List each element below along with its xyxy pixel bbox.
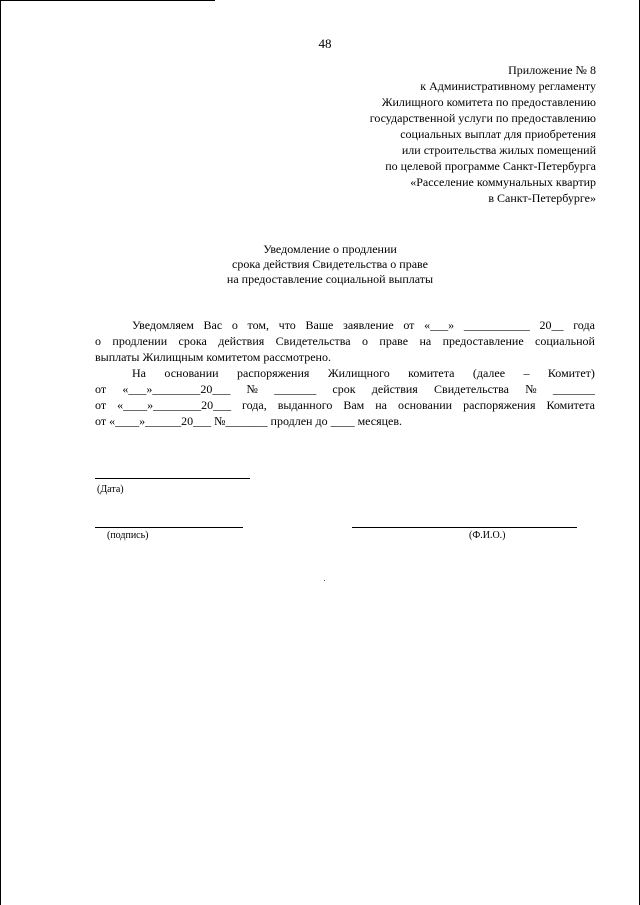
body-word: от <box>95 382 107 396</box>
body-word: от <box>95 398 107 412</box>
body-line <box>95 333 595 349</box>
body-word: действия <box>218 334 265 348</box>
body-word: Вам <box>343 398 365 412</box>
notice-body <box>95 317 595 429</box>
body-word: продлении <box>112 334 168 348</box>
body-word: ___________ <box>463 318 530 332</box>
body-word: о <box>362 334 369 348</box>
signature-label: (подпись) <box>107 530 149 541</box>
body-line <box>95 317 595 333</box>
top-edge-rule <box>0 0 215 1</box>
body-word: о <box>231 318 238 332</box>
body-word: продлен до ____ месяцев. <box>270 414 403 428</box>
fio-label: (Ф.И.О.) <box>469 530 506 541</box>
body-word: № <box>525 382 537 396</box>
body-line <box>95 397 595 413</box>
appendix-line: к Административному регламенту <box>420 79 596 93</box>
body-word: Комитета <box>546 398 595 412</box>
body-word: «____»______20___ <box>109 414 212 428</box>
body-word: срок <box>332 382 356 396</box>
body-word: Вас <box>203 318 223 332</box>
appendix-header <box>296 62 596 206</box>
body-word: комитета <box>408 366 455 380</box>
body-line <box>95 381 595 397</box>
document-title <box>120 242 540 287</box>
page-number: 48 <box>318 36 332 51</box>
body-word: «___» <box>424 318 455 332</box>
body-word: Уведомляем <box>132 318 194 332</box>
body-line <box>95 413 595 429</box>
date-line <box>95 478 250 479</box>
appendix-line: по целевой программе Санкт-Петербурга <box>385 159 596 173</box>
left-page-edge <box>0 0 1 905</box>
appendix-line: социальных выплат для приобретения <box>400 127 596 141</box>
body-word: заявление <box>343 318 394 332</box>
body-word: года <box>573 318 595 332</box>
body-word: основании <box>397 398 453 412</box>
body-word: от <box>95 414 107 428</box>
body-word: от <box>403 318 415 332</box>
title-line: Уведомление о продлении <box>263 242 397 256</box>
body-word: – <box>523 366 530 380</box>
body-word: действия <box>371 382 418 396</box>
body-word: распоряжения <box>463 398 536 412</box>
body-word: Ваше <box>305 318 334 332</box>
body-word: основании <box>164 366 219 380</box>
body-word: _______ <box>552 382 595 396</box>
body-word: года, <box>242 398 267 412</box>
body-word: том, <box>247 318 269 332</box>
date-label: (Дата) <box>97 484 124 495</box>
fio-line <box>352 527 577 528</box>
title-line: на предоставление социальной выплаты <box>226 272 434 286</box>
body-line <box>95 349 595 365</box>
appendix-line: Жилищного комитета по предоставлению <box>381 95 596 109</box>
body-word: 20__ <box>539 318 564 332</box>
body-word: о <box>95 334 101 348</box>
scan-speck <box>324 580 325 581</box>
body-word: предоставление <box>442 334 524 348</box>
body-word: срока <box>178 334 207 348</box>
signature-line <box>95 527 243 528</box>
body-word: распоряжения <box>237 366 310 380</box>
title-line: срока действия Свидетельства о праве <box>232 257 428 271</box>
body-word: на <box>419 334 432 348</box>
body-word: выданного <box>277 398 333 412</box>
body-word: (далее <box>472 366 506 380</box>
body-word: что <box>278 318 296 332</box>
body-word: Жилищного <box>327 366 390 380</box>
body-word: Свидетельства <box>275 334 351 348</box>
body-word: на <box>375 398 387 412</box>
appendix-line: государственной услуги по предоставлению <box>369 111 596 125</box>
body-word: Комитет) <box>547 366 595 380</box>
appendix-line: или строительства жилых помещений <box>401 143 596 157</box>
body-word: «____»________20___ <box>117 398 232 412</box>
body-word: На <box>132 366 146 380</box>
appendix-line: Приложение № 8 <box>508 63 596 77</box>
body-word: праве <box>379 334 409 348</box>
body-word: Свидетельства <box>434 382 510 396</box>
body-text: выплаты Жилищным комитетом рассмотрено. <box>95 350 331 364</box>
body-word: _______ <box>274 382 317 396</box>
body-word: № <box>246 382 258 396</box>
appendix-line: «Расселение коммунальных квартир <box>410 175 596 189</box>
body-word: №_______ <box>214 414 268 428</box>
body-line <box>95 365 595 381</box>
appendix-line: в Санкт-Петербурге» <box>488 191 596 205</box>
body-word: социальной <box>535 334 595 348</box>
body-word: «___»________20___ <box>122 382 231 396</box>
